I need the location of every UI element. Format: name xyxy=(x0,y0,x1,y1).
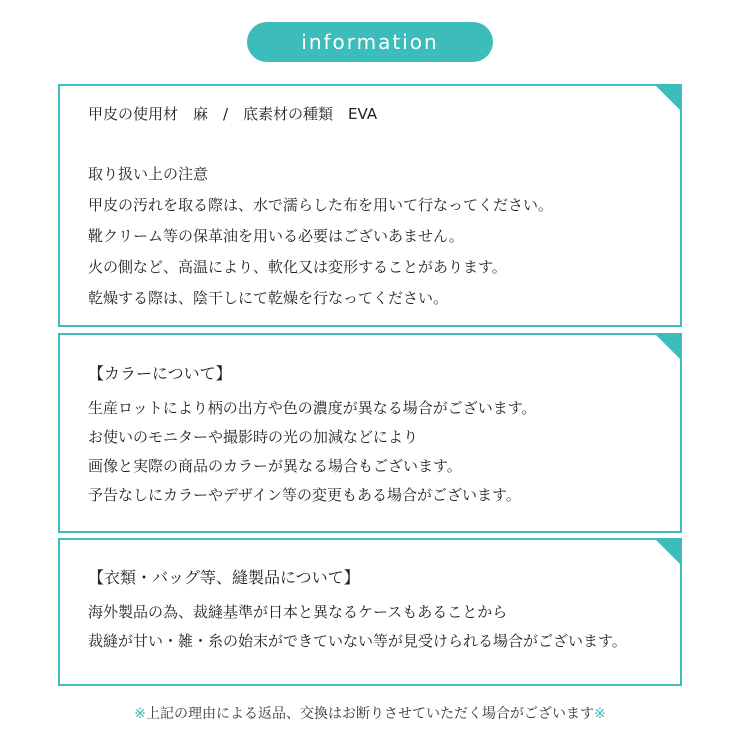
reference-mark: ※ xyxy=(594,706,606,722)
sewing-section-title: 【衣類・バッグ等、縫製品について】 xyxy=(88,568,360,587)
material-info: 甲皮の使用材 麻 / 底素材の種類 EVA xyxy=(88,105,378,123)
care-title: 取り扱い上の注意 xyxy=(88,165,209,183)
material-care-box xyxy=(58,84,682,327)
care-line: 火の側など、高温により、軟化又は変形することがあります。 xyxy=(88,258,507,276)
footer-note xyxy=(0,703,740,723)
color-notice-box xyxy=(58,333,682,533)
care-line: 甲皮の汚れを取る際は、水で濡らした布を用いて行なってください。 xyxy=(88,196,554,214)
corner-fold-decoration xyxy=(654,538,682,566)
care-line: 靴クリーム等の保革油を用いる必要はございあません。 xyxy=(88,227,464,245)
color-line: 画像と実際の商品のカラーが異なる場合もございます。 xyxy=(88,457,462,475)
color-line: 生産ロットにより柄の出方や色の濃度が異なる場合がございます。 xyxy=(88,399,537,417)
corner-fold-decoration xyxy=(654,333,682,361)
sewing-line: 海外製品の為、裁縫基準が日本と異なるケースもあることから xyxy=(88,603,508,621)
reference-mark: ※ xyxy=(134,706,146,722)
care-line: 乾燥する際は、陰干しにて乾燥を行なってください。 xyxy=(88,289,449,307)
footer-text: 上記の理由による返品、交換はお断りさせていただく場合がございます xyxy=(146,706,594,722)
information-title: information xyxy=(301,30,439,54)
information-header xyxy=(247,22,493,62)
sewing-notice-box xyxy=(58,538,682,686)
sewing-line: 裁縫が甘い・雑・糸の始末ができていない等が見受けられる場合がございます。 xyxy=(88,632,627,650)
color-section-title: 【カラーについて】 xyxy=(88,364,232,383)
color-line: 予告なしにカラーやデザイン等の変更もある場合がございます。 xyxy=(88,486,521,504)
corner-fold-decoration xyxy=(654,84,682,112)
color-line: お使いのモニターや撮影時の光の加減などにより xyxy=(88,428,419,446)
